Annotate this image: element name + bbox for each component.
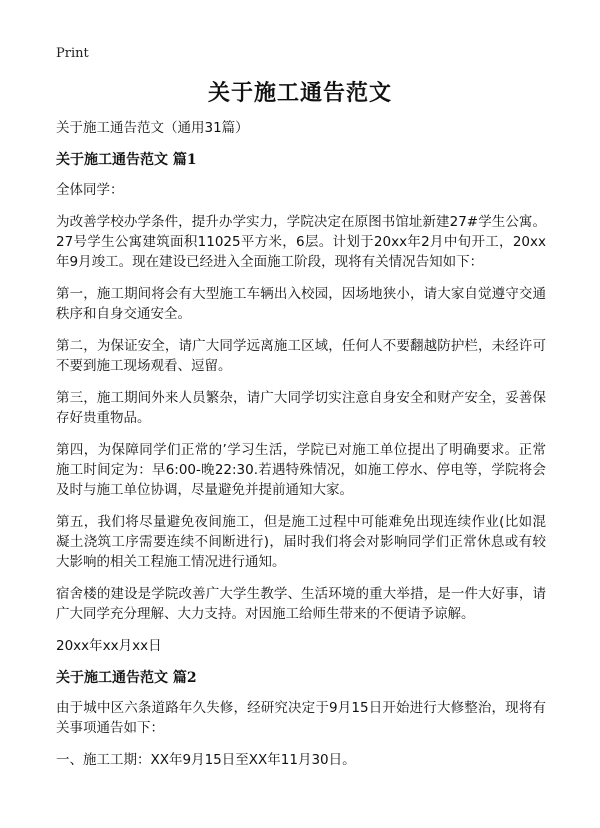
- section-1-paragraph-5: 第四，为保障同学们正常的’学习生活，学院已对施工单位提出了明确要求。正常施工时间定为：早6:00-晚22:30.若遇特殊情况，如施工停水、停电等，学院将会及时与施工单位协调，尽量避免并提前通知大家。: [56, 442, 546, 498]
- print-link[interactable]: Print: [56, 46, 89, 61]
- section-2-heading: 关于施工通告范文 篇2: [56, 670, 197, 686]
- document-subtitle: 关于施工通告范文（通用31篇）: [56, 120, 249, 136]
- section-2-paragraph-1: 由于城中区六条道路年久失修，经研究决定于9月15日开始进行大修整治，现将有关事项通告如下：: [56, 700, 546, 736]
- section-1-paragraph-1: 为改善学校办学条件，提升办学实力，学院决定在原图书馆址新建27#学生公寓。27号学生公寓建筑面积11025平方米，6层。计划于20xx年2月中旬开工，20xx年9月竣工。现在建设已经进入全面施工阶段，现将有关情况告知如下：: [56, 214, 546, 270]
- section-1-greeting: 全体同学：: [56, 182, 124, 198]
- section-1-paragraph-2: 第一，施工期间将会有大型施工车辆出入校园，因场地狭小，请大家自觉遵守交通秩序和自身交通安全。: [56, 286, 546, 322]
- document-title: 关于施工通告范文: [207, 80, 392, 106]
- section-2-paragraph-2: 一、施工工期：XX年9月15日至XX年11月30日。: [56, 752, 356, 768]
- section-1-paragraph-4: 第三，施工期间外来人员繁杂，请广大同学切实注意自身安全和财产安全，妥善保存好贵重物品。: [56, 390, 546, 426]
- section-1-paragraph-3: 第二，为保证安全，请广大同学远离施工区域，任何人不要翻越防护栏，未经许可不要到施工现场观看、逗留。: [56, 338, 546, 374]
- section-1-paragraph-7: 宿舍楼的建设是学院改善广大学生教学、生活环境的重大举措，是一件大好事，请广大同学充分理解、大力支持。对因施工给师生带来的不便请予谅解。: [56, 586, 546, 622]
- section-1-date: 20xx年xx月xx日: [56, 638, 162, 654]
- section-1-paragraph-6: 第五，我们将尽量避免夜间施工，但是施工过程中可能难免出现连续作业(比如混凝土浇筑工序需要连续不间断进行)，届时我们将会对影响同学们正常休息或有较大影响的相关工程施工情况进行通知。: [56, 514, 546, 570]
- section-1-heading: 关于施工通告范文 篇1: [56, 152, 197, 168]
- document-body: [56, 118, 546, 782]
